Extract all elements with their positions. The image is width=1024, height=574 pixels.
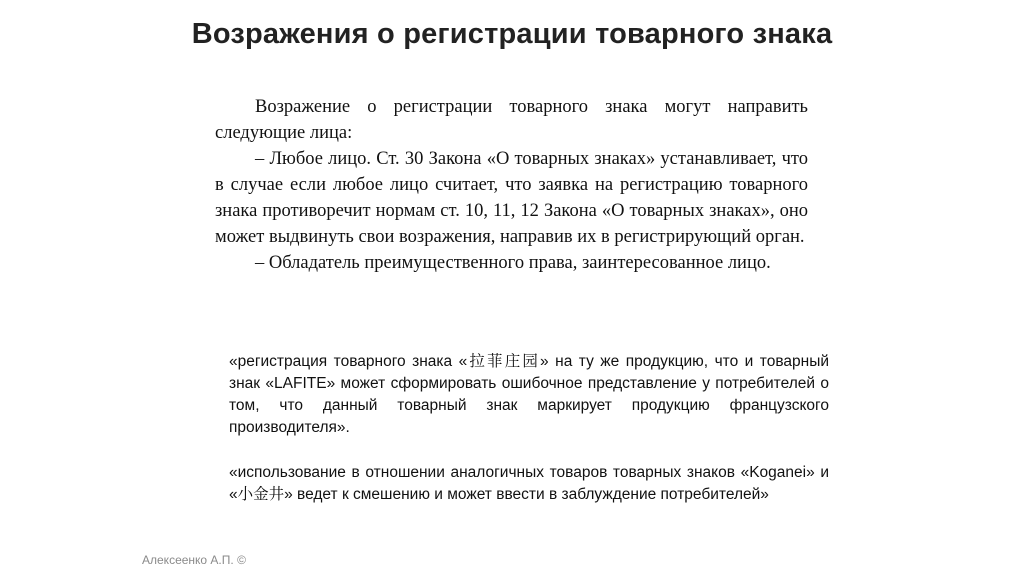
- slide-title: Возражения о регистрации товарного знака: [191, 18, 833, 50]
- paragraph-any-person: – Любое лицо. Ст. 30 Закона «О товарных знаках» устанавливает, что в случае если любое лицо считает, что заявка на регистрацию товарного знака противоречит нормам ст. 10, 11, 12 Закона «О товарных знаках», оно может выдвинуть свои возражения, направив их в регистрирующий орган.: [215, 149, 808, 247]
- quote-koganei: «использование в отношении аналогичных товаров товарных знаков «Koganei» и «小金井» ведет к смешению и может ввести в заблуждение потребителей»: [229, 464, 829, 503]
- footer-author: Алексеенко А.П. ©: [142, 553, 246, 567]
- quote-lafite: «регистрация товарного знака «拉菲庄园» на ту же продукцию, что и товарный знак «LAFITE» может сформировать ошибочное представление у потребителей о том, что данный товарный знак маркирует продукцию французского производителя».: [229, 353, 829, 436]
- main-text-block: [215, 94, 808, 276]
- paragraph-intro: Возражение о регистрации товарного знака могут направить следующие лица:: [215, 97, 808, 143]
- quote-block-koganei: [229, 462, 829, 506]
- quote-block-lafite: [229, 351, 829, 439]
- paragraph-priority-holder: – Обладатель преимущественного права, заинтересованное лицо.: [255, 253, 771, 273]
